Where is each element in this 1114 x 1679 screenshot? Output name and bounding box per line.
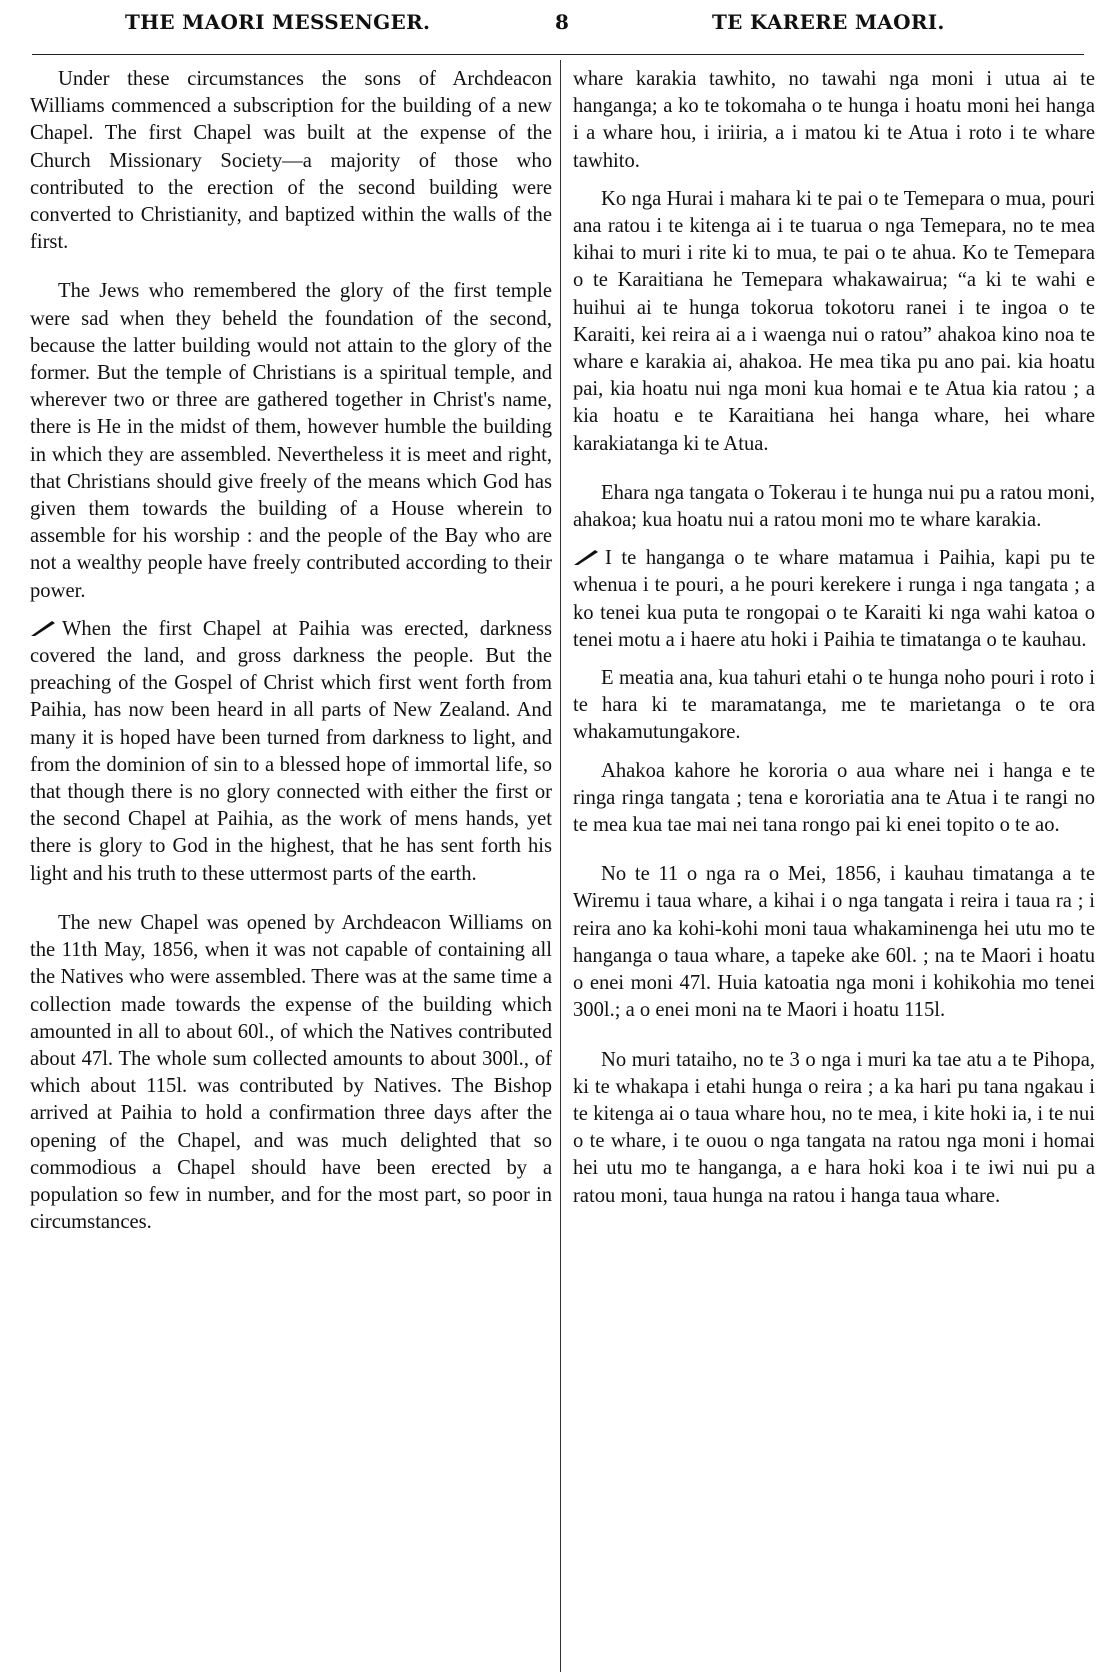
pointing-hand-icon bbox=[573, 548, 599, 566]
english-paragraph-1: Under these circumstances the sons of Archdeacon Williams commenced a subscription for the building of a new Chapel. The first Chapel was built at the expense of the Church Missionary Society—a majority of those who contributed to the erection of the second building were converted to Christianity, and baptized within the walls of the first. bbox=[30, 68, 552, 254]
maori-paragraph-1: whare karakia tawhito, no tawahi nga moni i utua ai te hanganga; a ko te tokomaha o te hunga i hoatu moni hei hanga i a whare hou, i iriiria, a i matou ki te Atua i roto i te whare tawhito. bbox=[573, 68, 1095, 172]
pointing-hand-icon bbox=[30, 619, 56, 637]
english-column bbox=[30, 66, 552, 1236]
page-header bbox=[0, 0, 1114, 44]
english-masthead: THE MAORI MESSENGER. bbox=[125, 10, 431, 34]
column-divider bbox=[560, 60, 561, 1672]
maori-paragraph-4-text: I te hanganga o te whare matamua i Paihia, kapi pu te whenua i te pouri, a he pouri kerekere i runga i nga tangata ; a ko tenei kua puta te rongopai o te Karaiti ki nga wahi katoa o tenei motu a i haere atu hoki i Paihia te timatanga o te kauhau. bbox=[573, 547, 1095, 651]
maori-paragraph-6: Ahakoa kahore he kororia o aua whare nei i hanga e te ringa ringa tangata ; tena e kororiatia ana te Atua i te rangi no te mea kua tae mai nei tana rongo pai ki enei topito o te ao. bbox=[573, 759, 1095, 837]
english-paragraph-3 bbox=[30, 616, 552, 888]
maori-paragraph-2: Ko nga Hurai i mahara ki te pai o te Temepara o mua, pouri ana ratou i te kitenga ai i te tuarua o nga Temepara, no te mea kihai to muri i rite ki to mua, te pai o te ahua. Ko te Temepara o te Karaitiana he Temepara whakawairua; “a ki te wahi e huihui ai te hunga tokorua tokotoru ranei i te ingoa o te Karaiti, kei reira ai a i waenga nui o ratou” ahakoa kino noa te whare e karakia ai, ahakoa. He mea tika pu ano pai. kia hoatu pai, kia hoatu nui nga moni kua homai e te Atua kia ratou ; a kia hoatu e te Karaitiana hei hanga whare, hei whare karakiatanga ki te Atua. bbox=[573, 187, 1095, 455]
maori-paragraph-8: No muri tataiho, no te 3 o nga i muri ka tae atu a te Pihopa, ki te whakapa i etahi hunga o reira ; a ka hari pu tana ngakau i te kitenga ai o taua whare hou, no te mea, i kite hoki ia, i te nui o te whare, i te ouou o nga tangata na ratou nga moni i homai hei utu mo te hanganga, a e hara hoki koa i te iwi nui pu a ratou moni, taua hunga na ratou i hanga taua whare. bbox=[573, 1048, 1095, 1207]
english-paragraph-3-text: When the first Chapel at Paihia was erected, darkness covered the land, and gross darkness the people. But the preaching of the Gospel of Christ which first went forth from Paihia, has now been heard in all parts of New Zealand. And many it is hoped have been turned from darkness to light, and from the dominion of sin to a blessed hope of immortal life, so that though there is no glory connected with either the first or the second Chapel at Paihia, as the work of mens hands, yet there is glory to God in the highest, that he has sent forth his light and his truth to these uttermost parts of the earth. bbox=[30, 617, 552, 885]
page-number: 8 bbox=[555, 10, 570, 34]
english-paragraph-4: The new Chapel was opened by Archdeacon Williams on the 11th May, 1856, when it was not capable of containing all the Natives who were assembled. There was at the same time a collection made towards the expense of the building which amounted in all to about 60l., of which the Natives contributed about 47l. The whole sum collected amounts to about 300l., of which about 115l. was contributed by Natives. The Bishop arrived at Paihia to hold a confirmation three days after the opening of the Chapel, and was much delighted that so commodious a Chapel should have been erected by a population so few in number, and for the most part, so poor in circumstances. bbox=[30, 911, 552, 1234]
maori-paragraph-4 bbox=[573, 545, 1095, 654]
maori-paragraph-7: No te 11 o nga ra o Mei, 1856, i kauhau timatanga a te Wiremu i taua whare, a kihai i o nga tangata i reira i taua ra ; i reira ano ka kohi-kohi moni taua whakaminenga hei utu mo te hanganga o taua whare, a tapeke ake 60l. ; na te Maori i hoatu o enei moni 47l. Huia katoatia nga moni i kohikohia mo tenei 300l.; a o enei moni na te Maori i hoatu 115l. bbox=[573, 863, 1095, 1022]
maori-paragraph-3: Ehara nga tangata o Tokerau i te hunga nui pu a ratou moni, ahakoa; kua hoatu nui a ratou moni mo te whare karakia. bbox=[573, 481, 1095, 532]
maori-paragraph-5: E meatia ana, kua tahuri etahi o te hunga noho pouri i roto i te hara ki te maramatanga, me te marietanga o te ora whakamutungakore. bbox=[573, 667, 1095, 744]
maori-column bbox=[573, 66, 1095, 1210]
header-rule bbox=[32, 54, 1084, 55]
english-paragraph-2: The Jews who remembered the glory of the first temple were sad when they beheld the foundation of the second, because the latter building would not attain to the glory of the former. But the temple of Christians is a spiritual temple, and wherever two or three are gathered together in Christ's name, there is He in the midst of them, however humble the building in which they are assembled. Nevertheless it is meet and right, that Christians should give freely of the means which God has given them towards the building of a House wherein to assemble for his worship : and the people of the Bay who are not a wealthy people have freely contributed according to their power. bbox=[30, 280, 552, 602]
maori-masthead: TE KARERE MAORI. bbox=[712, 10, 945, 34]
